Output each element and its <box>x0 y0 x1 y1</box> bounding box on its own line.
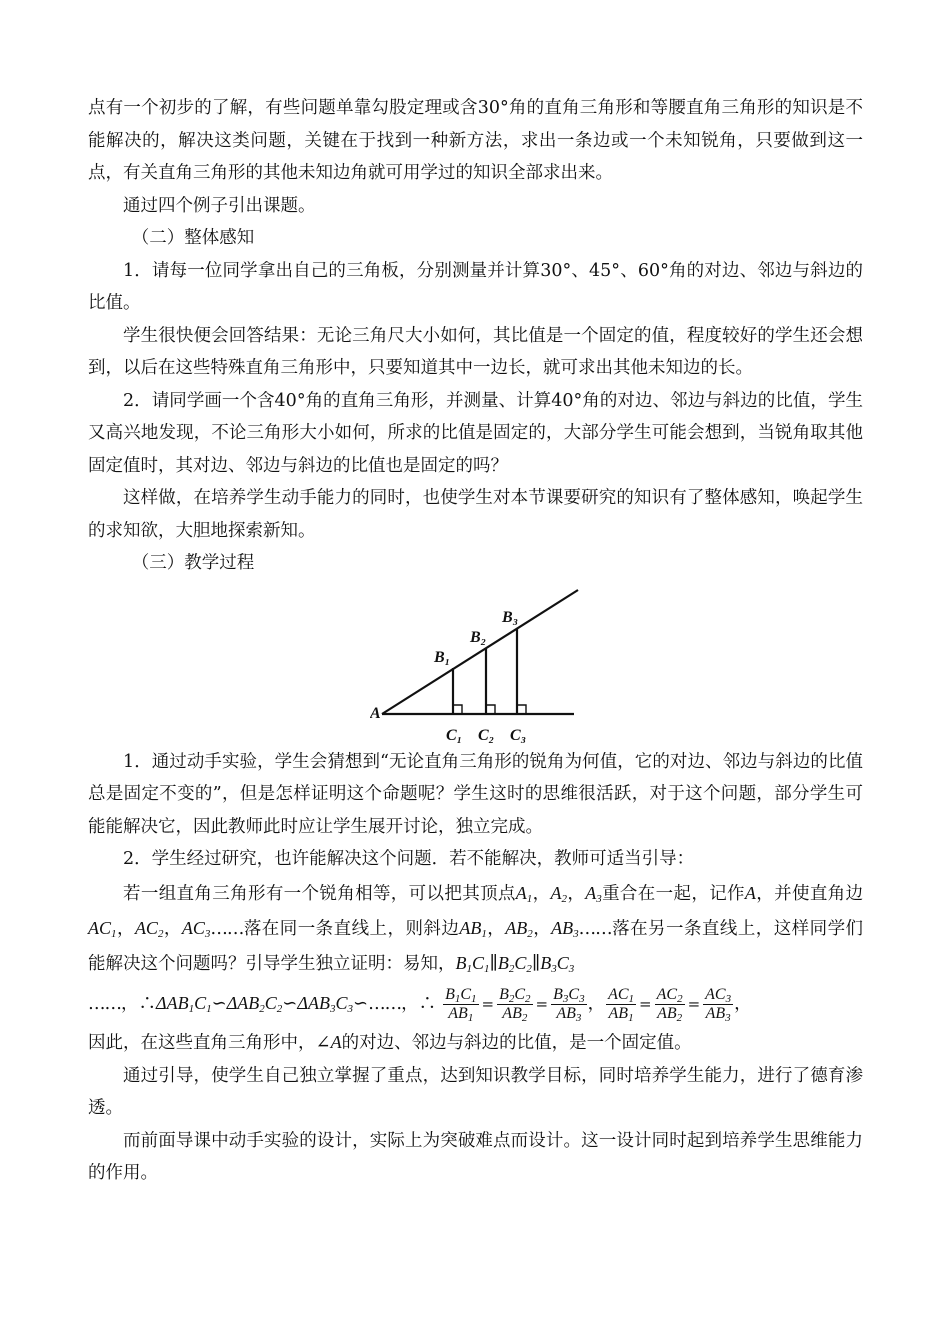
right-angle-mark-1 <box>453 705 462 714</box>
math-angle-a: ∠A <box>315 1032 342 1052</box>
math-a: A <box>744 882 756 903</box>
paragraph-proof: 若一组直角三角形有一个锐角相等，可以把其顶点$A_1$，$A_2$，$A_3$重合在一起，记作A，并使直角边$AC_1$，$AC_2$，$AC_3\dots\dots$落在同一条直线上，则斜边$AB_1$，$AB_2$，$AB_3\dots\dots$落在另一条直线上，这样同学们能解决这个问题吗？引导学生独立证明：易知，$B_1C_1\parallel B_2C_2\parallel B_3C_3$ <box>88 882 864 975</box>
fraction-ac1-ab1: $\frac{AC_1}{AB_1}$ <box>608 985 635 1024</box>
math-ab2: $AB_2$ <box>505 917 533 940</box>
similar-triangles-figure <box>88 584 863 746</box>
label-a: A <box>370 704 381 722</box>
math-ac1: $AC_1$ <box>88 917 117 940</box>
math-ab3: $AB_3$ <box>551 917 579 940</box>
label-c1: C₁ <box>446 726 463 744</box>
math-similar-chain: $\Delta AB_1C_1∽\Delta AB_2C_2∽\Delta AB_3C_3∽$ <box>156 992 369 1015</box>
math-ac3: $AC_3$ <box>181 917 211 940</box>
paragraph-guidance: 2．学生经过研究，也许能解决这个问题．若不能解决，教师可适当引导： <box>123 849 695 869</box>
math-ac2: $AC_2$ <box>134 917 164 940</box>
fraction-b3c3-ab3: $\frac{B_3C_3}{AB_3}$ <box>553 985 585 1024</box>
paragraph-step-2: 2．请同学画一个含40°角的直角三角形，并测量、计算40°角的对边、邻边与斜边的比值，学生又高兴地发现，不论三角形大小如何，所求的比值是固定的，大部分学生可能会想到，当锐角取其他固定值时，其对边、邻边与斜边的比值也是固定的吗？ <box>88 390 863 476</box>
math-a1: $A_1$ <box>515 882 533 905</box>
paragraph-guided-result: 通过引导，使学生自己独立掌握了重点，达到知识教学目标，同时培养学生能力，进行了德育渗透。 <box>88 1065 863 1118</box>
math-a2: $A_2$ <box>550 882 567 905</box>
fraction-ac3-ab3: $\frac{AC_3}{AB_3}$ <box>705 985 732 1024</box>
paragraph-topic: 通过四个例子引出课题。 <box>123 195 316 216</box>
paragraph-summary: 这样做，在培养学生动手能力的同时，也使学生对本节课要研究的知识有了整体感知，唤起学生的求知欲，大胆地探索新知。 <box>88 488 863 541</box>
section-heading-2: （二）整体感知 <box>131 228 255 248</box>
label-c2: C₂ <box>478 726 495 744</box>
label-b1: B₁ <box>434 648 451 666</box>
label-b3: B₃ <box>502 608 519 626</box>
paragraph-step-1: 1．请每一位同学拿出自己的三角板，分别测量并计算30°、45°、60°角的对边、邻边与斜边的比值。 <box>88 260 863 313</box>
paragraph-conclusion: 因此，在这些直角三角形中，∠A的对边、邻边与斜边的比值，是一个固定值。 <box>88 1032 692 1053</box>
hypotenuse-line <box>382 590 578 714</box>
paragraph-similarity: ……，$\therefore\Delta AB_1C_1∽\Delta AB_2C_2∽\Delta AB_3C_3∽\dots\dots$，∴ $\frac{B_1C_1}{AB_1}$ = $\frac{B_2C_2}{AB_2}$ = $\frac{B_3C_3}{AB_3}$ ， $\frac{AC_1}{AB_1}$ = $\frac{AC_2}{AB_2}$ = $\frac{AC_3}{AB_3}$ ， <box>88 985 752 1024</box>
right-angle-mark-2 <box>486 705 495 714</box>
paragraph-intro-cont: 点有一个初步的了解，有些问题单靠勾股定理或含30°角的直角三角形和等腰直角三角形的知识是不能解决的，解决这类问题，关键在于找到一种新方法，求出一条边或一个未知锐角，只要做到这一点，有关直角三角形的其他未知边角就可用学过的知识全部求出来。 <box>88 98 863 183</box>
math-parallel-chain: $B_1C_1\parallel B_2C_2\parallel B_3C_3$ <box>455 952 575 975</box>
paragraph-design-note: 而前面导课中动手实验的设计，实际上为突破难点而设计。这一设计同时起到培养学生思维能力的作用。 <box>88 1130 863 1183</box>
paragraph-conjecture: 1．通过动手实验，学生会猜想到“无论直角三角形的锐角为何值，它的对边、邻边与斜边的比值总是固定不变的”，但是怎样证明这个命题呢？学生这时的思维很活跃，对于这个问题，部分学生可能能解决它，因此教师此时应让学生展开讨论，独立完成。 <box>88 751 863 837</box>
math-ab1: $AB_1$ <box>459 917 487 940</box>
label-c3: C₃ <box>510 726 527 744</box>
document-page <box>88 92 863 1190</box>
fraction-b2c2-ab2: $\frac{B_2C_2}{AB_2}$ <box>499 985 531 1024</box>
label-b2: B₂ <box>470 628 487 646</box>
triangles-diagram <box>370 584 670 746</box>
right-angle-mark-3 <box>517 705 526 714</box>
section-heading-3: （三）教学过程 <box>131 553 255 573</box>
paragraph-answer: 学生很快便会回答结果：无论三角尺大小如何，其比值是一个固定的值，程度较好的学生还会想到，以后在这些特殊直角三角形中，只要知道其中一边长，就可求出其他未知边的长。 <box>88 325 863 378</box>
fraction-ac2-ab2: $\frac{AC_2}{AB_2}$ <box>656 985 683 1024</box>
fraction-b1c1-ab1: $\frac{B_1C_1}{AB_1}$ <box>445 985 477 1024</box>
math-a3: $A_3$ <box>585 882 602 905</box>
